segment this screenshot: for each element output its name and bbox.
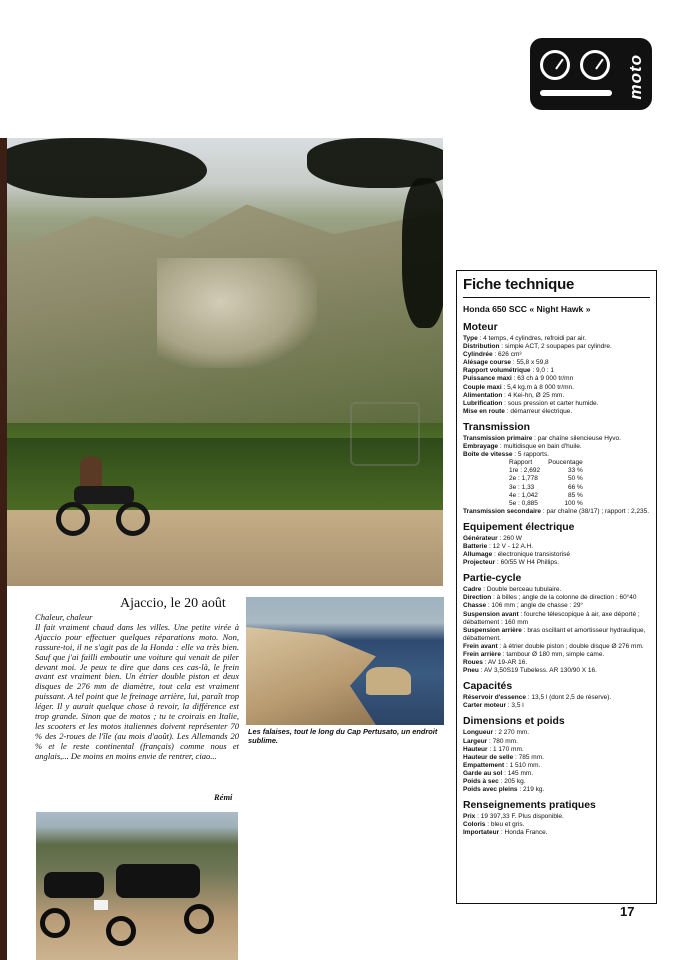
spec-separator: : — [502, 769, 508, 777]
spec-separator: : — [487, 745, 493, 753]
article-text: Il fait vraiment chaud dans les villes. Une petite virée à Ajaccio pour effectuer quelques réparations moto. Non, rassure-toi, il ne s'agit pas de la Honda : elle va très bien. Sauf que j'ai failli emboutir une voiture qui venait de piler devant moi. Je peux te dire que dans ces cas-là, le frein avant est vraiment bien. Un étrier double piston et deux disques de 276 mm de diamètre, tout cela est vraiment puissant. A tel point que le freinage arrière, lui, paraît trop léger. Il y aurait quelque chose à revoir, la différence est trop grande. Sinon que de motos ; tu te croirais en Italie, les scooters et les motos italiennes doivent représenter 70 % des 2-roues de l'île (au mois d'août). Les Allemands 20 % et le reste continental (français) comme nous et anglais,... De moins en moins envie de rentrer, ciao... — [35, 621, 239, 761]
spec-label: Poids avec pleins — [463, 786, 518, 794]
speedometer-icon — [540, 50, 570, 80]
spec-value: 106 mm ; angle de chasse : 29° — [491, 602, 584, 610]
spec-separator: : — [497, 642, 504, 650]
gear-ratio-cell: 3e : 1,33 — [509, 483, 535, 491]
spec-line — [463, 559, 650, 567]
spec-label: Chasse — [463, 602, 487, 610]
spec-line — [463, 602, 650, 610]
spec-line — [463, 435, 650, 443]
spec-heading: Moteur — [463, 322, 498, 333]
spec-heading: Partie-cycle — [463, 573, 522, 585]
spec-separator: : — [512, 451, 518, 459]
gear-ratio-header-cell: Rapport — [509, 459, 533, 467]
spec-heading: Dimensions et poids — [463, 716, 565, 728]
spec-section — [463, 521, 650, 567]
spec-label: Empattement — [463, 761, 505, 769]
spec-label: Projecteur — [463, 559, 496, 567]
spec-separator: : — [491, 594, 497, 602]
spec-separator: : — [498, 778, 505, 786]
spec-label: Largeur — [463, 737, 488, 745]
spec-value: 260 W — [503, 534, 522, 542]
spec-line — [463, 384, 650, 392]
spec-separator: : — [478, 667, 484, 675]
spec-section — [463, 799, 650, 837]
article-title: Ajaccio, le 20 août — [120, 596, 226, 611]
gear-ratio-header — [505, 459, 587, 467]
spec-label: Coloris — [463, 821, 486, 829]
gear-ratio-row — [505, 484, 587, 492]
spec-value: bras oscillant et amortisseur hydraulique, débattement. — [463, 626, 646, 642]
spec-value: 60/55 W H4 Phillips. — [500, 559, 560, 567]
spec-label: Cylindrée — [463, 351, 493, 359]
logo-word: moto — [626, 54, 645, 100]
spec-line — [463, 821, 650, 829]
spec-separator: : — [481, 586, 487, 594]
motorcycle-rider — [52, 456, 152, 536]
spec-line — [463, 359, 650, 367]
spec-separator: : — [499, 343, 505, 351]
spec-label: Embrayage — [463, 443, 499, 451]
spec-separator: : — [530, 367, 536, 375]
gear-ratio-row — [505, 467, 587, 475]
spec-label: Carter moteur — [463, 702, 506, 710]
spec-section — [463, 421, 650, 516]
spec-value: 785 mm. — [518, 753, 544, 761]
spec-section — [463, 715, 650, 794]
spec-line — [463, 762, 650, 770]
spec-separator: : — [500, 651, 507, 658]
spec-value: 13,5 l (dont 2,5 de réserve). — [531, 694, 612, 702]
spec-value: 19 397,33 F. Plus disponible. — [480, 813, 564, 821]
spec-separator: : — [497, 534, 504, 542]
tech-title: Fiche technique — [463, 275, 650, 298]
spec-line — [463, 778, 650, 786]
spec-separator: : — [495, 559, 501, 567]
photo-parked-motorcycles — [36, 812, 238, 960]
spec-line — [463, 451, 650, 459]
gear-ratio-cell: 50 % — [567, 475, 583, 483]
spec-label: Garde au sol — [463, 769, 503, 777]
spec-label: Réservoir d'essence — [463, 694, 526, 702]
spec-label: Couple maxi — [463, 383, 502, 391]
gear-ratio-row — [505, 475, 587, 483]
article-signature: Rémi — [214, 792, 233, 802]
tachometer-icon — [580, 50, 610, 80]
spec-label: Frein arrière — [463, 651, 501, 658]
spec-value: 145 mm. — [507, 769, 534, 777]
spec-separator: : — [532, 434, 538, 442]
spec-section — [463, 321, 650, 416]
spec-value: simple ACT, 2 soupapes par cylindre. — [504, 343, 612, 351]
spec-section — [463, 680, 650, 710]
spec-line — [463, 786, 650, 794]
spec-line — [463, 535, 650, 543]
spec-value: par chaîne silencieuse Hyvo. — [537, 434, 621, 442]
spec-separator: : — [487, 542, 493, 550]
spec-value: multidisque en bain d'huile. — [503, 443, 582, 451]
spec-separator: : — [521, 626, 528, 634]
spec-separator: : — [502, 391, 508, 399]
spec-value: 3,5 l — [511, 702, 524, 710]
spec-value: 1 510 mm. — [509, 761, 541, 769]
spec-value: 780 mm. — [492, 737, 518, 745]
spec-value: 4 Kei-hn, Ø 25 mm. — [507, 391, 565, 399]
spec-separator: : — [504, 407, 511, 415]
spec-separator: : — [525, 694, 532, 702]
spec-value: 63 ch à 9 000 tr/mn — [517, 375, 574, 383]
spec-label: Allumage — [463, 551, 493, 559]
gear-ratio-row — [505, 492, 587, 500]
article-body — [35, 613, 239, 762]
spec-value: 12 V - 12 A.H. — [492, 542, 534, 550]
spec-label: Roues — [463, 659, 483, 667]
spec-separator: : — [541, 507, 547, 515]
spec-value: Double berceau tubulaire. — [486, 586, 562, 594]
spec-label: Générateur — [463, 534, 498, 542]
spec-line — [463, 643, 650, 651]
spec-value: bleu et gris. — [490, 821, 525, 829]
spec-separator: : — [501, 383, 508, 391]
tech-sections — [463, 321, 650, 838]
spec-value: à billes ; angle de la colonne de direction : 60°40 — [496, 594, 637, 602]
spec-heading: Capacités — [463, 681, 513, 693]
spec-value: fourche télescopique à air, axe déporté ; débattement : 160 mm — [463, 610, 640, 626]
spec-value: AV 19-AR 16. — [487, 659, 528, 667]
spec-value: 55,8 x 59,8 — [516, 359, 549, 367]
spec-separator: : — [511, 359, 517, 367]
spec-label: Hauteur de selle — [463, 753, 514, 761]
spec-line — [463, 694, 650, 702]
spec-label: Transmission secondaire — [463, 507, 542, 515]
spec-heading: Equipement électrique — [463, 521, 575, 533]
spec-line — [463, 738, 650, 746]
spec-label: Suspension arrière — [463, 626, 522, 634]
spec-heading: Transmission — [463, 421, 530, 433]
photo-caption: Les falaises, tout le long du Cap Pertusato, un endroit sublime. — [248, 727, 438, 745]
spec-value: 205 kg. — [504, 778, 526, 786]
spec-line — [463, 729, 650, 737]
spec-line — [463, 702, 650, 710]
watermark — [350, 402, 420, 466]
spec-label: Poids à sec — [463, 778, 499, 786]
spec-line — [463, 351, 650, 359]
spec-separator: : — [487, 737, 493, 745]
spec-label: Mise en route — [463, 407, 505, 415]
gear-ratio-cell: 100 % — [564, 499, 583, 507]
gear-ratio-cell: 5e : 0,885 — [509, 499, 538, 507]
spec-label: Hauteur — [463, 745, 488, 753]
spec-line — [463, 611, 650, 627]
spec-line — [463, 659, 650, 667]
spec-label: Alésage course — [463, 359, 512, 367]
spec-section — [463, 572, 650, 675]
spec-value: 219 kg. — [522, 786, 545, 794]
spec-label: Rapport volumétrique — [463, 367, 531, 375]
spec-line — [463, 343, 650, 351]
photo-cliffs — [246, 597, 444, 725]
spec-line — [463, 335, 650, 343]
gear-ratio-cell: 4e : 1,042 — [509, 491, 538, 499]
spec-value: 626 cm³ — [498, 351, 522, 359]
spec-value: AV 3,50S19 Tubeless. AR 130/90 X 16. — [483, 667, 597, 675]
spec-line — [463, 543, 650, 551]
spec-label: Puissance maxi — [463, 375, 512, 383]
spec-separator: : — [486, 602, 492, 610]
gear-ratio-cell: 1re : 2,692 — [509, 467, 541, 475]
tech-model: Honda 650 SCC « Night Hawk » — [463, 304, 591, 314]
spec-line — [463, 829, 650, 837]
spec-value: tambour Ø 180 mm, simple came. — [506, 651, 605, 658]
spec-heading: Renseignements pratiques — [463, 800, 596, 812]
spec-value: 1 170 mm. — [492, 745, 524, 753]
spec-label: Frein avant — [463, 642, 498, 650]
spec-label: Cadre — [463, 586, 482, 594]
spec-value: à étrier double piston ; double disque Ø 276 mm. — [503, 642, 644, 650]
spec-separator: : — [492, 551, 498, 559]
spec-separator: : — [498, 443, 504, 451]
gear-ratio-cell: 2e : 1,778 — [509, 475, 538, 483]
gear-ratio-cell: 85 % — [567, 491, 583, 499]
spec-value: démarreur électrique. — [510, 407, 573, 415]
spec-value: 9,0 : 1 — [535, 367, 555, 375]
spec-label: Type — [463, 335, 478, 342]
page-edge-rule — [0, 138, 7, 960]
spec-separator: : — [499, 829, 505, 837]
spec-label: Importateur — [463, 829, 500, 837]
spec-value: électronique transistorisé — [497, 551, 570, 559]
spec-line — [463, 443, 650, 451]
spec-label: Lubrification — [463, 399, 503, 407]
photo-motorcycle-mountains — [7, 138, 443, 586]
gear-ratio-cell: 33 % — [567, 467, 583, 475]
spec-separator: : — [502, 399, 508, 407]
spec-label: Transmission primaire — [463, 434, 533, 442]
spec-label: Longueur — [463, 729, 493, 737]
spec-separator: : — [492, 351, 499, 359]
spec-line — [463, 651, 650, 659]
spec-line — [463, 375, 650, 383]
gear-ratio-cell: 66 % — [567, 483, 583, 491]
spec-value: par chaîne (38/17) ; rapport : 2,235. — [546, 507, 650, 515]
gear-ratio-header-cell: Poucentage — [548, 459, 583, 467]
spec-label: Suspension avant — [463, 610, 519, 618]
spec-value: 5,4 kg.m à 8 000 tr/mn. — [507, 383, 574, 391]
spec-separator: : — [485, 821, 491, 829]
spec-label: Direction — [463, 594, 492, 602]
spec-label: Distribution — [463, 343, 500, 351]
spec-label: Boîte de vitesse — [463, 451, 513, 459]
spec-separator: : — [517, 786, 523, 794]
spec-separator: : — [482, 659, 488, 667]
spec-separator: : — [511, 375, 518, 383]
spec-line — [463, 392, 650, 400]
spec-separator: : — [477, 335, 484, 342]
spec-line — [463, 813, 650, 821]
article-head: Chaleur, chaleur — [35, 612, 93, 622]
spec-value: 5 rapports. — [517, 451, 549, 459]
spec-line — [463, 508, 650, 516]
spec-value: 2 270 mm. — [498, 729, 530, 737]
spec-line — [463, 754, 650, 762]
spec-line — [463, 367, 650, 375]
spec-label: Prix — [463, 813, 476, 821]
gear-ratio-table — [505, 459, 587, 508]
handlebar-icon — [540, 90, 612, 96]
spec-separator: : — [492, 729, 499, 737]
spec-line — [463, 408, 650, 416]
spec-separator: : — [505, 702, 512, 710]
page-number: 17 — [620, 904, 635, 919]
spec-label: Alimentation — [463, 391, 503, 399]
moto-logo — [530, 38, 652, 110]
spec-line — [463, 770, 650, 778]
tech-spec-box — [456, 270, 657, 904]
spec-line — [463, 400, 650, 408]
spec-value: 4 temps, 4 cylindres, refroidi par air. — [483, 335, 587, 342]
spec-line — [463, 746, 650, 754]
gear-ratio-row — [505, 500, 587, 508]
spec-separator: : — [475, 813, 481, 821]
spec-line — [463, 627, 650, 643]
spec-label: Pneu — [463, 667, 479, 675]
spec-line — [463, 667, 650, 675]
spec-value: Honda France. — [504, 829, 548, 837]
spec-separator: : — [518, 610, 525, 618]
spec-separator: : — [513, 753, 519, 761]
spec-value: sous pression et carter humide. — [507, 399, 599, 407]
spec-separator: : — [504, 761, 510, 769]
spec-label: Batterie — [463, 542, 488, 550]
spec-line — [463, 551, 650, 559]
